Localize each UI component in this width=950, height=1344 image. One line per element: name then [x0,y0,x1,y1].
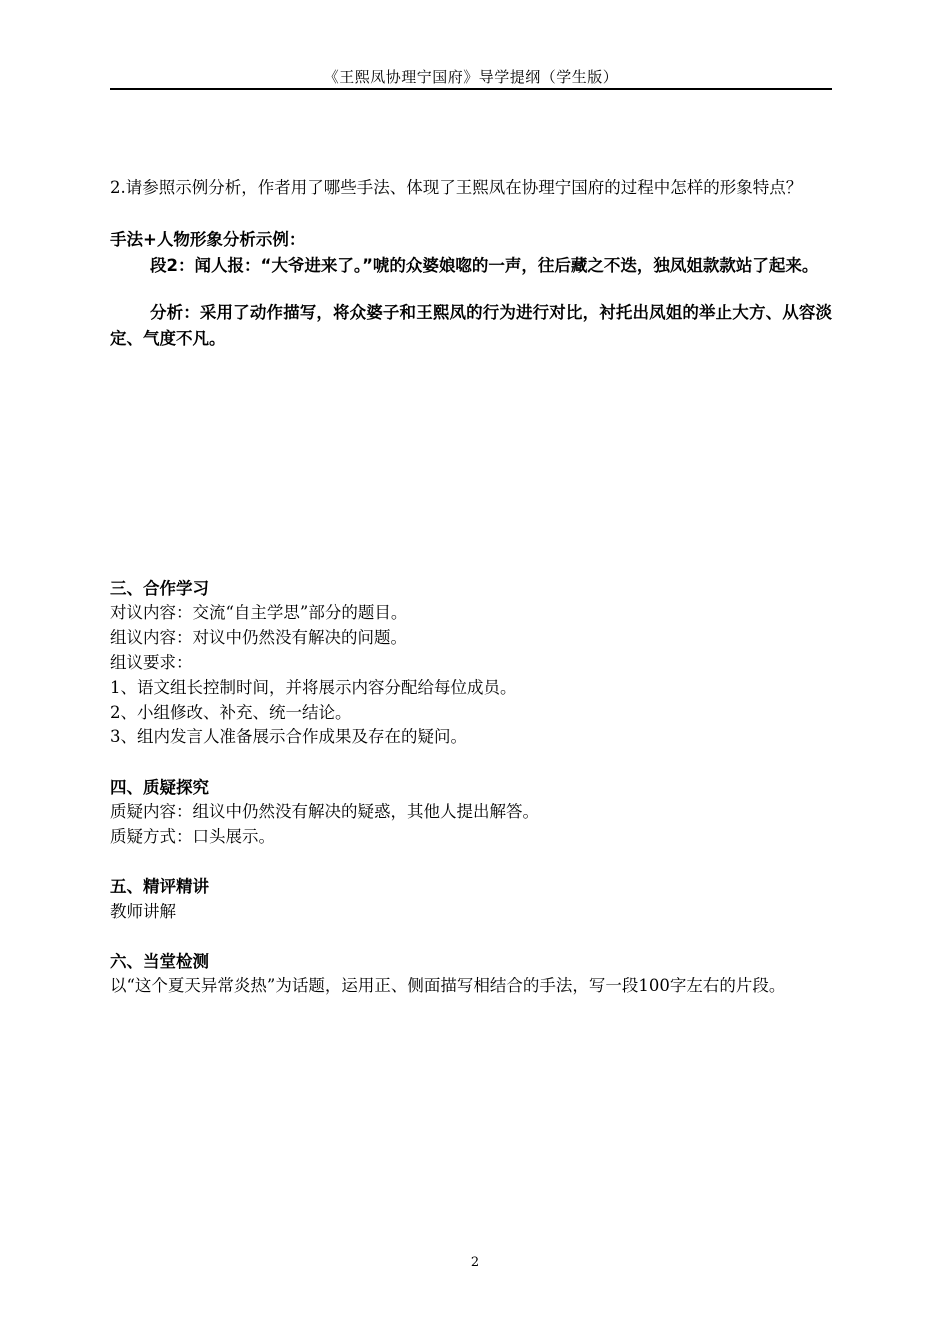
question-2-text: 2.请参照示例分析，作者用了哪些手法、体现了王熙凤在协理宁国府的过程中怎样的形象特点？ [110,178,803,197]
section-3-line: 2、小组修改、补充、统一结论。 [110,703,352,722]
section-4-heading: 四、质疑探究 [110,778,209,797]
page-number: 2 [470,1255,480,1270]
example-analysis: 分析：采用了动作描写，将众婆子和王熙凤的行为进行对比，衬托出凤姐的举止大方、从容淡定、气度不凡。 [110,303,832,348]
section-3-line: 对议内容：交流“自主学思”部分的题目。 [110,603,408,622]
section-3-line: 组议内容：对议中仍然没有解决的问题。 [110,628,407,647]
header-divider [110,88,832,90]
section-6-heading: 六、当堂检测 [110,952,209,971]
example-title: 手法+人物形象分析示例： [110,230,306,249]
example-paragraph: 段2：闻人报：“大爷进来了。”唬的众婆娘唿的一声，往后藏之不迭，独凤姐款款站了起来。 [150,256,819,275]
section-3-heading: 三、合作学习 [110,579,209,598]
section-4-line: 质疑内容：组议中仍然没有解决的疑惑，其他人提出解答。 [110,802,539,821]
section-3-line: 1、语文组长控制时间，并将展示内容分配给每位成员。 [110,678,517,697]
section-5-line: 教师讲解 [110,902,176,921]
section-3-line: 3、组内发言人准备展示合作成果及存在的疑问。 [110,727,467,746]
section-4-line: 质疑方式：口头展示。 [110,827,275,846]
section-3-line: 组议要求： [110,653,193,672]
page-header-title: 《王熙凤协理宁国府》导学提纲（学生版） [323,68,619,86]
section-5-heading: 五、精评精讲 [110,877,209,896]
section-6-text: 以“这个夏天异常炎热”为话题，运用正、侧面描写相结合的手法，写一段100字左右的片段。 [110,976,786,995]
